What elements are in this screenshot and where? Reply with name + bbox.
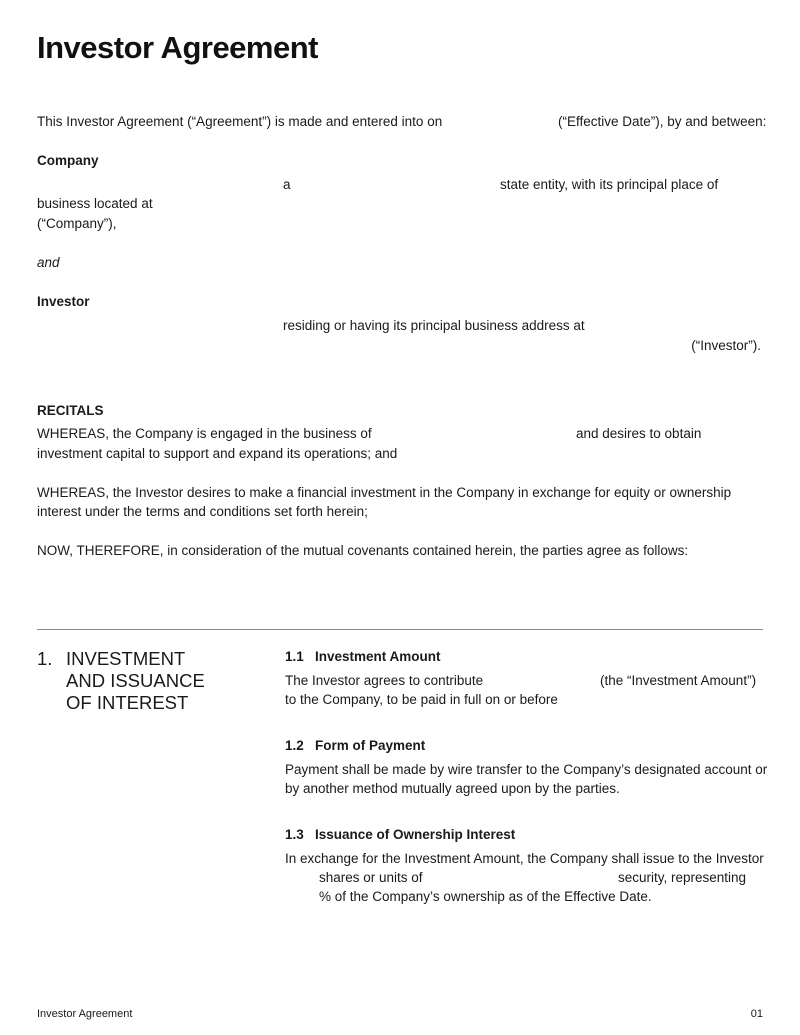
clause-1-1-line2: to the Company, to be paid in full on or before bbox=[285, 692, 558, 707]
clause-1-2-number: 1.2 bbox=[285, 738, 304, 753]
clause-1-1-number: 1.1 bbox=[285, 649, 304, 664]
company-reference-text: (“Company”), bbox=[37, 216, 117, 231]
footer-document-label: Investor Agreement bbox=[37, 1008, 133, 1020]
clause-1-2-line1: Payment shall be made by wire transfer to the Company’s designated account or bbox=[285, 762, 768, 777]
clause-1-3-number: 1.3 bbox=[285, 827, 304, 842]
section-title: INVESTMENT AND ISSUANCE OF INTEREST bbox=[66, 648, 205, 713]
and-conjunction: and bbox=[37, 255, 60, 270]
company-article-a: a bbox=[283, 177, 291, 192]
whereas-investor-line2: interest under the terms and conditions set forth herein; bbox=[37, 504, 368, 519]
clause-1-3-line2: shares or units of bbox=[319, 870, 423, 885]
clause-1-2-line2: by another method mutually agreed upon by the parties. bbox=[285, 781, 620, 796]
company-heading: Company bbox=[37, 153, 99, 168]
clause-1-1-title: Investment Amount bbox=[315, 649, 441, 664]
intro-text: This Investor Agreement (“Agreement”) is made and entered into on bbox=[37, 114, 443, 129]
whereas-investor-line1: WHEREAS, the Investor desires to make a financial investment in the Company in exchange for equity or ownership bbox=[37, 485, 732, 500]
whereas-business-trail-text: and desires to obtain bbox=[576, 426, 702, 441]
investor-residing-text: residing or having its principal business address at bbox=[283, 318, 585, 333]
whereas-business-text: WHEREAS, the Company is engaged in the business of bbox=[37, 426, 372, 441]
investor-heading: Investor bbox=[37, 294, 90, 309]
clause-1-3-title: Issuance of Ownership Interest bbox=[315, 827, 516, 842]
section-divider bbox=[37, 629, 763, 630]
company-state-entity-text: state entity, with its principal place of bbox=[500, 177, 719, 192]
clause-1-2-title: Form of Payment bbox=[315, 738, 426, 753]
investor-reference-text: (“Investor”). bbox=[691, 338, 761, 353]
clause-1-3-line1: In exchange for the Investment Amount, the Company shall issue to the Investor bbox=[285, 851, 764, 866]
clause-1-3-line2-trail: security, representing bbox=[618, 870, 747, 885]
clause-1-1-line1-trail: (the “Investment Amount”) bbox=[600, 673, 757, 688]
section-number: 1. bbox=[37, 648, 53, 669]
intro-effective-date-text: (“Effective Date”), by and between: bbox=[558, 114, 767, 129]
page-title: Investor Agreement bbox=[37, 30, 318, 65]
footer-page-number: 01 bbox=[750, 1008, 763, 1020]
whereas-business-line2: investment capital to support and expand its operations; and bbox=[37, 446, 398, 461]
clause-1-1-line1: The Investor agrees to contribute bbox=[285, 673, 484, 688]
company-business-location-text: business located at bbox=[37, 196, 153, 211]
now-therefore-text: NOW, THEREFORE, in consideration of the mutual covenants contained herein, the parties agree as follows: bbox=[37, 543, 689, 558]
recitals-heading: RECITALS bbox=[37, 403, 104, 418]
clause-1-3-line3: % of the Company’s ownership as of the Effective Date. bbox=[319, 889, 652, 904]
